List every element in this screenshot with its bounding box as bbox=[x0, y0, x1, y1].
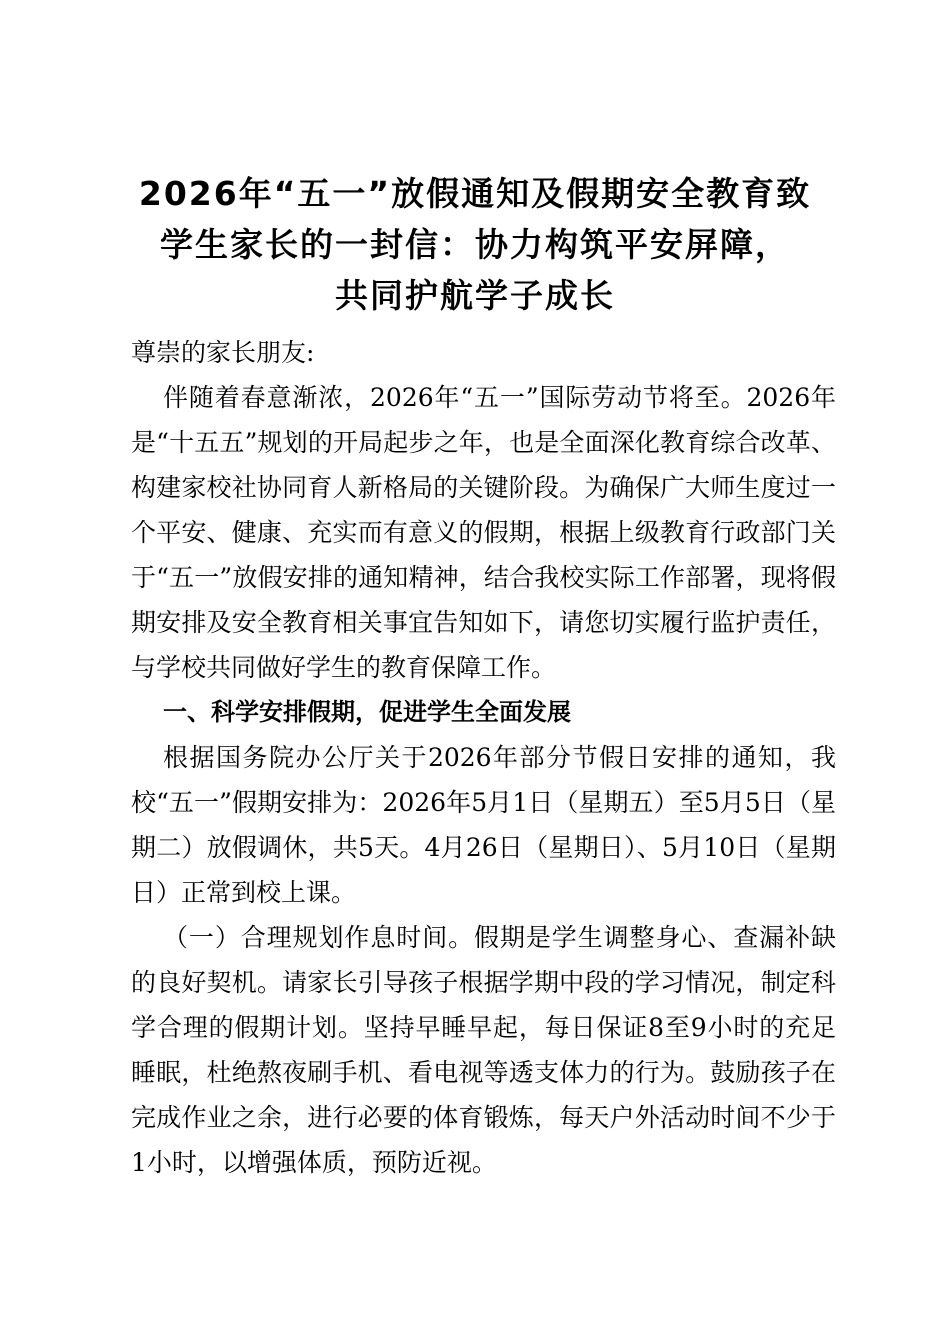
title-line-3: 共同护航学子成长 bbox=[335, 276, 615, 315]
document-title bbox=[100, 168, 850, 321]
title-line-1: 2026年“五一”放假通知及假期安全教育致 bbox=[138, 174, 812, 213]
subsection-1-paragraph: （一）合理规划作息时间。假期是学生调整身心、查漏补缺的良好契机。请家长引导孩子根据学期中段的学习情况，制定科学合理的假期计划。坚持早睡早起，每日保证8至9小时的充足睡眠，杜绝熬夜刷手机、看电视等透支体力的行为。鼓励孩子在完成作业之余，进行必要的体育锻炼，每天户外活动时间不少于1小时，以增强体质，预防近视。 bbox=[131, 923, 836, 1177]
intro-paragraph: 伴随着春意渐浓，2026年“五一”国际劳动节将至。2026年是“十五五”规划的开局起步之年，也是全面深化教育综合改革、构建家校社协同育人新格局的关键阶段。为确保广大师生度过一个平安、健康、充实而有意义的假期，根据上级教育行政部门关于“五一”放假安排的通知精神，结合我校实际工作部署，现将假期安排及安全教育相关事宜告知如下，请您切实履行监护责任，与学校共同做好学生的教育保障工作。 bbox=[131, 383, 836, 682]
greeting: 尊崇的家长朋友: bbox=[131, 338, 315, 367]
letter-body bbox=[131, 330, 836, 1185]
title-line-2: 学生家长的一封信：协力构筑平安屏障， bbox=[160, 225, 790, 264]
section-1-heading: 一、科学安排假期，促进学生全面发展 bbox=[163, 698, 571, 726]
section-1-paragraph: 根据国务院办公厅关于2026年部分节假日安排的通知，我校“五一”假期安排为：2026年5月1日（星期五）至5月5日（星期二）放假调休，共5天。4月26日（星期日）、5月10日（星期日）正常到校上课。 bbox=[131, 743, 836, 907]
